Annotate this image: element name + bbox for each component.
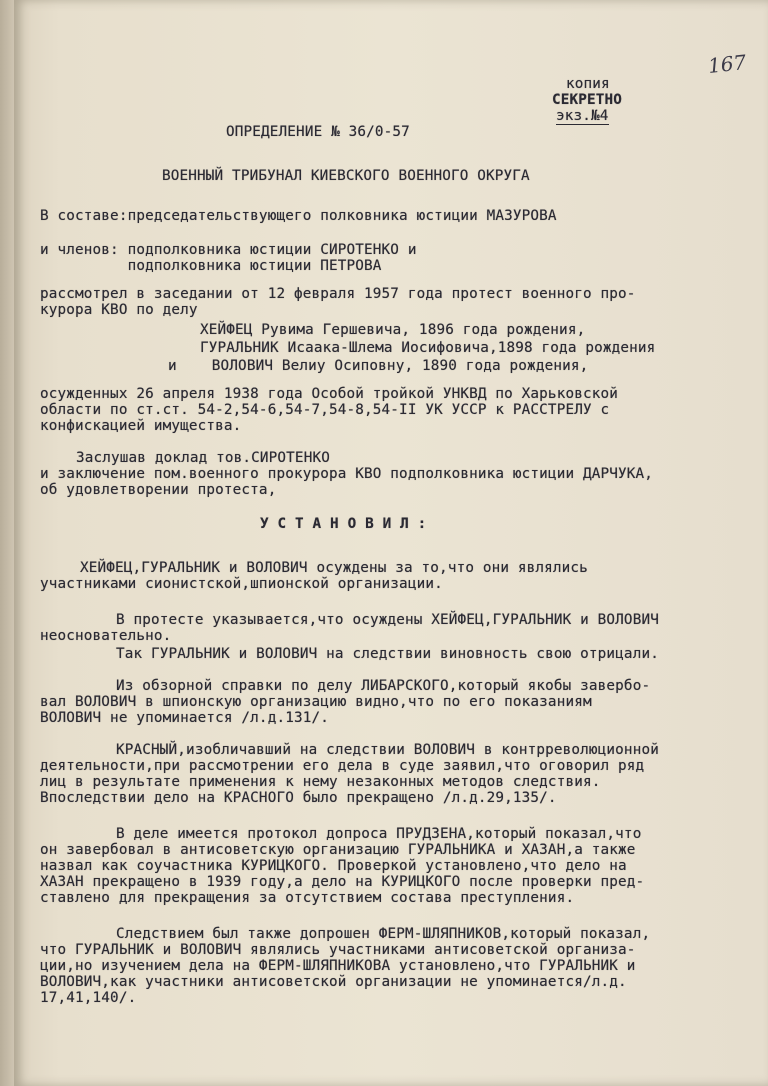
text-line: 17,41,140/. <box>40 990 137 1006</box>
text-line: Следствием был также допрошен ФЕРМ-ШЛЯПНИКОВ,который показал, <box>116 926 651 942</box>
text-line: об удовлетворении протеста, <box>40 482 277 498</box>
text-line: назвал как соучастника КУРИЦКОГО. Проверкой установлено,что дело на <box>40 858 627 874</box>
section-heading-ustanovil: У С Т А Н О В И Л : <box>260 516 427 532</box>
text-line: КРАСНЫЙ,изобличавший на следствии ВОЛОВИЧ в контрреволюционной <box>116 742 659 758</box>
text-line: лиц в результате применения к нему незаконных методов следствия. <box>40 774 601 790</box>
document-sheet <box>14 0 768 1086</box>
court-name: ВОЕННЫЙ ТРИБУНАЛ КИЕВСКОГО ВОЕННОГО ОКРУГА <box>162 168 530 184</box>
text-line: ХЕЙФЕЦ Рувима Гершевича, 1896 года рождения, <box>200 322 586 338</box>
text-line: и ВОЛОВИЧ Велиу Осиповну, 1890 года рождения, <box>168 358 589 374</box>
text-line: области по ст.ст. 54-2,54-6,54-7,54-8,54-II УК УССР к РАССТРЕЛУ с <box>40 402 610 418</box>
text-line: курора КВО по делу <box>40 302 198 318</box>
text-line: рассмотрел в заседании от 12 февраля 1957 года протест военного про- <box>40 286 636 302</box>
text-line: ГУРАЛЬНИК Исаака-Шлема Иосифовича,1898 года рождения <box>200 340 656 356</box>
text-line: осужденных 26 апреля 1938 года Особой тройкой УНКВД по Харьковской <box>40 386 618 402</box>
text-line: он завербовал в антисоветскую организацию ГУРАЛЬНИКА и ХАЗАН,а также <box>40 842 636 858</box>
copy-number: экз.№4 <box>556 108 609 124</box>
text-line: Из обзорной справки по делу ЛИБАРСКОГО,который якобы завербо- <box>116 678 651 694</box>
text-line: деятельности,при рассмотрении его дела в суде заявил,что оговорил ряд <box>40 758 645 774</box>
text-line: В составе:председательствующего полковника юстиции МАЗУРОВА <box>40 208 557 224</box>
secret-stamp: СЕКРЕТНО <box>552 92 623 108</box>
text-line: неосновательно. <box>40 628 172 644</box>
text-line: В протесте указывается,что осуждены ХЕЙФЕЦ,ГУРАЛЬНИК и ВОЛОВИЧ <box>116 612 659 628</box>
text-line: участниками сионистской,шпионской организации. <box>40 576 443 592</box>
text-line: вал ВОЛОВИЧ в шпионскую организацию видно,что по его показаниям <box>40 694 592 710</box>
text-line: ХЕЙФЕЦ,ГУРАЛЬНИК и ВОЛОВИЧ осуждены за то,что они являлись <box>80 560 588 576</box>
text-line: ВОЛОВИЧ не упоминается /л.д.131/. <box>40 710 329 726</box>
text-line: ВОЛОВИЧ,как участники антисоветской организации не упоминается/л.д. <box>40 974 627 990</box>
text-line: и заключение пом.военного прокурора КВО подполковника юстиции ДАРЧУКА, <box>40 466 654 482</box>
copy-label: копия <box>566 76 610 92</box>
text-line: Так ГУРАЛЬНИК и ВОЛОВИЧ на следствии виновность свою отрицали. <box>116 646 659 662</box>
text-line: конфискацией имущества. <box>40 418 242 434</box>
text-line: Впоследствии дело на КРАСНОГО было прекращено /л.д.29,135/. <box>40 790 557 806</box>
handwritten-page-number: 167 <box>706 50 748 78</box>
document-title: ОПРЕДЕЛЕНИЕ № 36/0-57 <box>226 124 410 140</box>
text-line: что ГУРАЛЬНИК и ВОЛОВИЧ являлись участниками антисоветской организа- <box>40 942 636 958</box>
text-line: Заслушав доклад тов.СИРОТЕНКО <box>76 450 330 466</box>
page-left-edge <box>0 0 14 1086</box>
text-line: ставлено для прекращения за отсутствием состава преступления. <box>40 890 575 906</box>
text-line: ХАЗАН прекращено в 1939 году,а дело на КУРИЦКОГО после проверки пред- <box>40 874 645 890</box>
text-line: В деле имеется протокол допроса ПРУДЗЕНА,который показал,что <box>116 826 642 842</box>
text-line: подполковника юстиции ПЕТРОВА <box>40 258 382 274</box>
text-line: и членов: подполковника юстиции СИРОТЕНКО и <box>40 242 417 258</box>
text-line: ции,но изучением дела на ФЕРМ-ШЛЯПНИКОВА установлено,что ГУРАЛЬНИК и <box>40 958 636 974</box>
